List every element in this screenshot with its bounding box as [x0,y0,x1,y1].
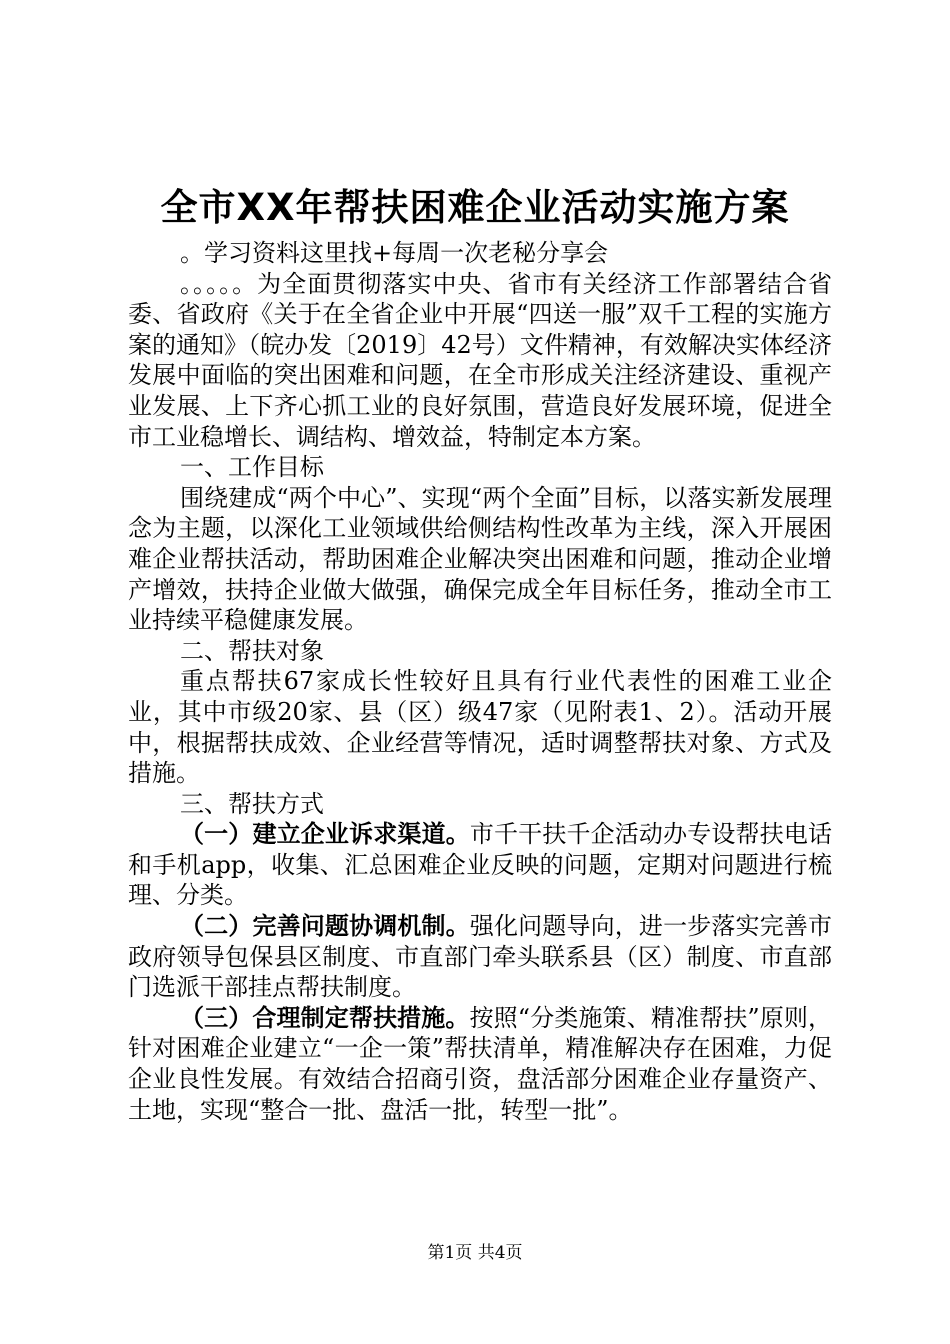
method-item-3 [128,1003,832,1125]
intro-note: 。学习资料这里找+每周一次老秘分享会 [180,239,609,267]
intro-paragraph: 。。。。。为全面贯彻落实中央、省市有关经济工作部署结合省委、省政府《关于在全省企业中开展“四送一服”双千工程的实施方案的通知》（皖办发〔2019〕42号）文件精神，有效解决实体经济发展中面临的突出困难和问题，在全市形成关注经济建设、重视产业发展、上下齐心抓工业的良好氛围，营造良好发展环境，促进全市工业稳增长、调结构、增效益，特制定本方案。 [128,269,832,451]
method-item-1-text: 市千干扶千企活动办专设帮扶电话和手机app，收集、汇总困难企业反映的问题，定期对问题进行梳理、分类。 [128,820,833,910]
targets-paragraph: 重点帮扶67家成长性较好且具有行业代表性的困难工业企业，其中市级20家、县（区）级47家（见附表1、2）。活动开展中，根据帮扶成效、企业经营等情况，适时调整帮扶对象、方式及措施。 [128,667,832,788]
method-item-1-lead: （一）建立企业诉求渠道。 [180,820,470,849]
method-item-2 [128,911,832,1003]
method-item-3-lead: （三）合理制定帮扶措施。 [180,1003,470,1032]
method-item-1 [128,819,832,911]
method-item-2-text: 强化问题导向，进一步落实完善市政府领导包保县区制度、市直部门牵头联系县（区）制度、市直部门选派干部挂点帮扶制度。 [128,912,833,1002]
section-heading-targets: 二、帮扶对象 [180,636,324,665]
page-footer: 第1页 共4页 [427,1243,523,1263]
document-title: 全市XX年帮扶困难企业活动实施方案 [160,186,790,229]
method-item-2-lead: （二）完善问题协调机制。 [180,912,470,941]
document-body [128,238,832,1125]
goals-paragraph: 围绕建成“两个中心”、实现“两个全面”目标，以落实新发展理念为主题，以深化工业领域供给侧结构性改革为主线，深入开展困难企业帮扶活动，帮助困难企业解决突出困难和问题，推动企业增产增效，扶持企业做大做强，确保完成全年目标任务，推动全市工业持续平稳健康发展。 [128,483,832,635]
section-heading-methods: 三、帮扶方式 [180,789,324,818]
method-item-3-text: 按照“分类施策、精准帮扶”原则，针对困难企业建立“一企一策”帮扶清单，精准解决存在困难，力促企业良性发展。有效结合招商引资，盘活部分困难企业存量资产、土地，实现“整合一批、盘活一批，转型一批”。 [128,1003,833,1124]
section-heading-goals: 一、工作目标 [180,453,324,482]
